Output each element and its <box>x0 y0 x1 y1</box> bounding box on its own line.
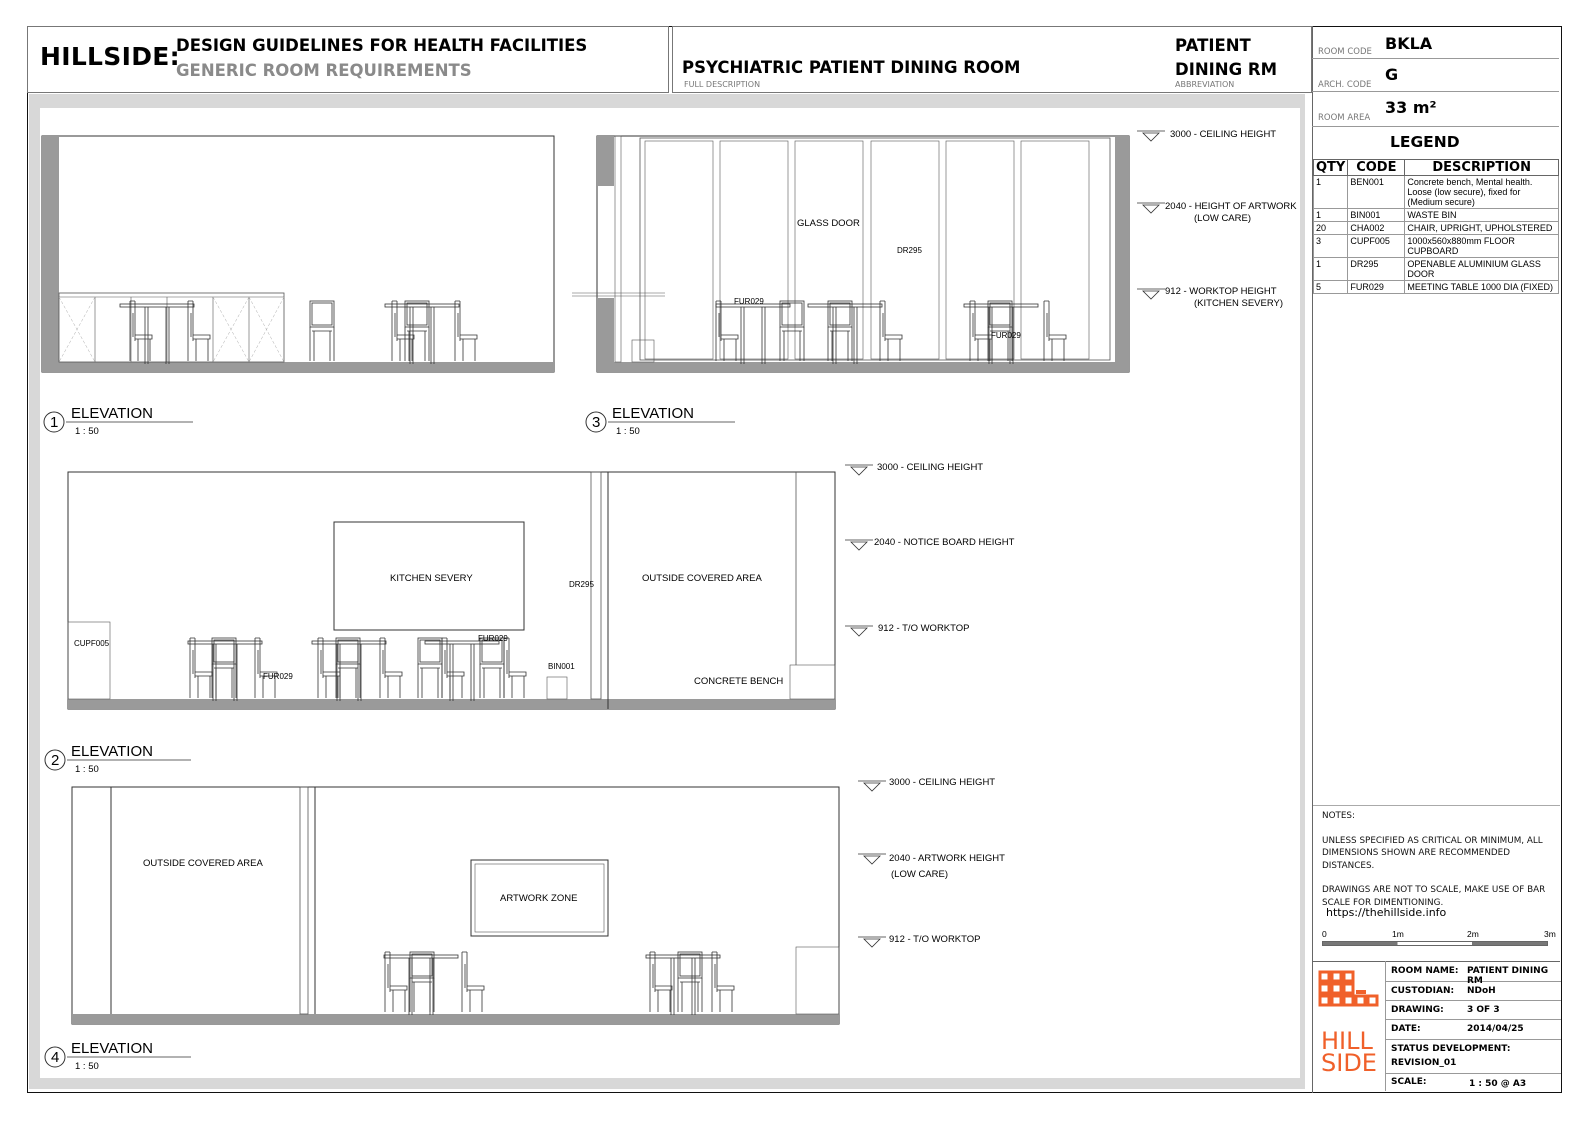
room-code-value: BKLA <box>1385 34 1433 53</box>
e2-cupf005-label: CUPF005 <box>74 639 110 648</box>
custodian-value: NDoH <box>1467 986 1496 996</box>
scale-label-0: 0 <box>1322 929 1327 939</box>
logo-blocks <box>1320 972 1377 1005</box>
status-label: STATUS DEVELOPMENT: <box>1391 1044 1511 1054</box>
e2-ceiling-height: 3000 - CEILING HEIGHT <box>877 462 984 473</box>
status-value: REVISION_01 <box>1391 1058 1457 1068</box>
room-name-row <box>1386 962 1561 986</box>
legend-desc: OPENABLE ALUMINIUM GLASS DOOR <box>1405 258 1559 281</box>
website-url: https://thehillside.info <box>1326 906 1447 919</box>
abbreviation-line1: PATIENT <box>1175 36 1251 55</box>
notes-divider <box>1313 805 1560 806</box>
e2-notice-board-height: 2040 - NOTICE BOARD HEIGHT <box>874 537 1015 548</box>
elevation-1-title <box>44 405 193 437</box>
elevation-3-scale: 1 : 50 <box>616 426 640 437</box>
e3-fur029-label-a: FUR029 <box>734 297 764 306</box>
e4-artwork-zone-label: ARTWORK ZONE <box>500 893 578 904</box>
logo-text-line1: HILL <box>1321 1027 1373 1055</box>
e2-dr295-label: DR295 <box>569 580 594 589</box>
legend-title: LEGEND <box>1390 133 1460 151</box>
e2-concrete-bench-label: CONCRETE BENCH <box>694 676 784 687</box>
legend-header-description: DESCRIPTION <box>1405 160 1559 176</box>
legend-qty: 1 <box>1314 209 1348 222</box>
elevation-2-label: ELEVATION <box>71 743 153 760</box>
legend-desc: CHAIR, UPRIGHT, UPHOLSTERED <box>1405 222 1559 235</box>
full-description-caption: FULL DESCRIPTION <box>684 80 761 89</box>
notes-heading: NOTES: <box>1322 811 1355 821</box>
elevation-2-scale: 1 : 50 <box>75 764 99 775</box>
e2-fur029-label-a: FUR029 <box>263 672 293 681</box>
date-value: 2014/04/25 <box>1467 1024 1524 1034</box>
e2-fur029-label-b: FUR029 <box>478 634 508 643</box>
elevation-3-drawing <box>572 131 1165 372</box>
e3-fur029-label-b: FUR029 <box>991 331 1021 340</box>
elevation-4-number: 4 <box>51 1049 60 1066</box>
date-label: DATE: <box>1391 1024 1421 1034</box>
legend-qty: 1 <box>1314 258 1348 281</box>
e4-worktop-height: 912 - T/O WORKTOP <box>889 934 981 945</box>
e2-bin001-label: BIN001 <box>548 662 575 671</box>
abbreviation-caption: ABBREVIATION <box>1175 80 1235 89</box>
drawing-label: DRAWING: <box>1391 1005 1444 1015</box>
elevation-1-label: ELEVATION <box>71 405 153 422</box>
legend-desc: WASTE BIN <box>1405 209 1559 222</box>
elevation-3-title <box>586 405 735 437</box>
e2-outside-covered-area-label: OUTSIDE COVERED AREA <box>642 573 762 584</box>
brand-title: HILLSIDE: <box>40 42 180 71</box>
legend-row <box>1314 258 1559 281</box>
scale-row <box>1386 1074 1561 1091</box>
e3-worktop-height: 912 - WORKTOP HEIGHT <box>1165 286 1277 297</box>
custodian-label: CUSTODIAN: <box>1391 986 1455 996</box>
arch-code-row <box>1312 59 1559 92</box>
e3-ceiling-height: 3000 - CEILING HEIGHT <box>1170 129 1277 140</box>
elevation-1-number: 1 <box>50 414 59 431</box>
scale-label: SCALE: <box>1391 1077 1427 1087</box>
e4-artwork-note: (LOW CARE) <box>891 869 948 880</box>
legend-code: FUR029 <box>1348 281 1405 294</box>
notes-paragraph-1: UNLESS SPECIFIED AS CRITICAL OR MINIMUM, ALL DIMENSIONS SHOWN ARE RECOMMENDED DISTANCES. <box>1322 835 1543 871</box>
legend-qty: 20 <box>1314 222 1348 235</box>
room-code-label: ROOM CODE <box>1318 47 1372 57</box>
elevation-4-drawing <box>72 781 886 1024</box>
drawing-row <box>1386 1001 1561 1020</box>
scale-value: 1 : 50 @ A3 <box>1469 1079 1527 1089</box>
arch-code-value: G <box>1385 65 1399 84</box>
room-name-value: PATIENT DINING RM <box>1467 966 1549 986</box>
legend-desc: 1000x560x880mm FLOOR CUPBOARD <box>1405 235 1559 258</box>
legend-row <box>1314 235 1559 258</box>
elevation-2-number: 2 <box>51 752 60 769</box>
room-area-label: ROOM AREA <box>1318 113 1371 123</box>
legend-code: BEN001 <box>1348 176 1405 209</box>
legend-header-qty: QTY <box>1314 160 1348 176</box>
elevation-1-scale: 1 : 50 <box>75 426 99 437</box>
legend-qty: 3 <box>1314 235 1348 258</box>
custodian-row <box>1386 982 1561 1001</box>
logo-text <box>1321 1027 1377 1077</box>
room-code-row <box>1312 26 1559 59</box>
e2-worktop-height: 912 - T/O WORKTOP <box>878 623 970 634</box>
status-row <box>1386 1040 1561 1074</box>
legend-qty: 5 <box>1314 281 1348 294</box>
room-area-value: 33 m² <box>1385 98 1437 117</box>
full-description: PSYCHIATRIC PATIENT DINING ROOM <box>682 58 1021 77</box>
notes-paragraph-2: DRAWINGS ARE NOT TO SCALE, MAKE USE OF BAR SCALE FOR DIMENTIONING. <box>1322 885 1546 908</box>
e4-ceiling-height: 3000 - CEILING HEIGHT <box>889 777 996 788</box>
legend-row <box>1314 222 1559 235</box>
header-title-line2: GENERIC ROOM REQUIREMENTS <box>176 61 472 80</box>
legend-code: DR295 <box>1348 258 1405 281</box>
e4-outside-covered-area-label: OUTSIDE COVERED AREA <box>143 858 263 869</box>
legend-row <box>1314 176 1559 209</box>
arch-code-label: ARCH. CODE <box>1318 80 1372 90</box>
legend-row <box>1314 281 1559 294</box>
e3-artwork-height: 2040 - HEIGHT OF ARTWORK <box>1165 201 1297 212</box>
header-title-line1: DESIGN GUIDELINES FOR HEALTH FACILITIES <box>176 36 588 55</box>
elevation-3-label: ELEVATION <box>612 405 694 422</box>
e2-kitchen-severy-label: KITCHEN SEVERY <box>390 573 473 584</box>
legend-code: CUPF005 <box>1348 235 1405 258</box>
e3-dr295-label: DR295 <box>897 246 922 255</box>
scale-label-3m: 3m <box>1544 929 1556 939</box>
abbreviation-line2: DINING RM <box>1175 60 1278 79</box>
legend-header-code: CODE <box>1348 160 1405 176</box>
legend-code: CHA002 <box>1348 222 1405 235</box>
elevation-4-scale: 1 : 50 <box>75 1061 99 1072</box>
legend-code: BIN001 <box>1348 209 1405 222</box>
notes-block <box>1322 810 1557 909</box>
logo-text-line2: SIDE <box>1321 1049 1377 1077</box>
elevation-1-drawing <box>42 136 554 372</box>
legend-qty: 1 <box>1314 176 1348 209</box>
e4-artwork-height: 2040 - ARTWORK HEIGHT <box>889 853 1005 864</box>
legend-desc: Concrete bench, Mental health. Loose (low secure), fixed for (Medium secure) <box>1405 176 1559 209</box>
room-area-row <box>1312 92 1559 127</box>
drawing-value: 3 OF 3 <box>1467 1005 1500 1015</box>
elevation-4-label: ELEVATION <box>71 1040 153 1057</box>
e3-glass-door-label: GLASS DOOR <box>797 218 860 229</box>
e3-artwork-note: (LOW CARE) <box>1194 213 1251 224</box>
scale-label-2m: 2m <box>1467 929 1479 939</box>
legend-table <box>1313 159 1559 294</box>
legend-desc: MEETING TABLE 1000 DIA (FIXED) <box>1405 281 1559 294</box>
e3-worktop-note: (KITCHEN SEVERY) <box>1194 298 1284 309</box>
scale-bar <box>1322 941 1548 946</box>
date-row <box>1386 1020 1561 1040</box>
room-name-label: ROOM NAME: <box>1391 966 1459 976</box>
scale-label-1m: 1m <box>1392 929 1404 939</box>
elevation-4-title <box>45 1040 191 1072</box>
elevation-2-title <box>45 743 191 775</box>
legend-row <box>1314 209 1559 222</box>
elevation-2-drawing <box>68 465 873 709</box>
elevation-3-number: 3 <box>592 414 601 431</box>
